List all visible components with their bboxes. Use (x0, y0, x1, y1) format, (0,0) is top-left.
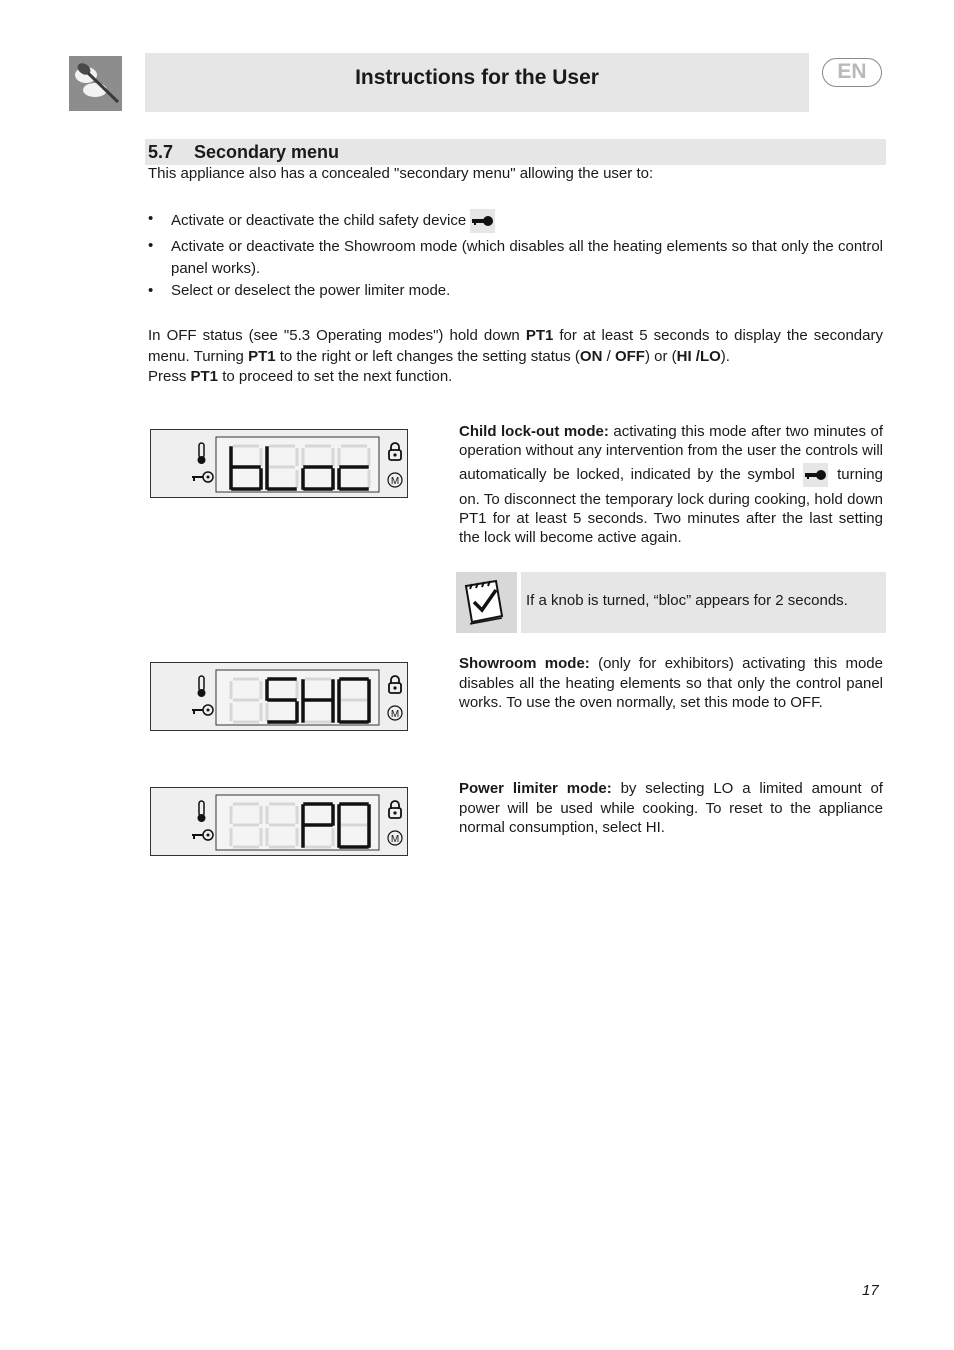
off-label: OFF (614, 347, 645, 365)
showroom-description (459, 654, 883, 713)
power-limiter-label: Power limiter mode: (459, 780, 612, 797)
key-icon (470, 209, 495, 233)
key-icon (192, 472, 213, 482)
child-lock-description (459, 422, 883, 547)
thermometer-icon (198, 676, 206, 697)
display-panel-bloc (150, 429, 408, 498)
child-lock-label: Child lock-out mode: (459, 423, 609, 440)
text-run: In OFF status (see "5.3 Operating modes") hold down (148, 327, 526, 344)
language-badge: EN (822, 58, 882, 87)
notepad-check-icon (456, 572, 521, 633)
key-icon (192, 705, 213, 715)
text-run: activating this mode after two minutes of operation without any intervention from the user the controls will automatically be locked, indicated by the symbol (459, 423, 883, 483)
menu-m-icon (388, 706, 402, 720)
power-limiter-description (459, 779, 883, 838)
bullet-marker: • (148, 210, 154, 227)
instructions-paragraph-2 (148, 367, 883, 388)
intro-text: This appliance also has a concealed "secondary menu" allowing the user to: (148, 165, 654, 182)
key-icon (192, 830, 213, 840)
text-run: by selecting LO a limited amount of power will be used while cooking. To reset to the appliance normal consumption, select HI. (459, 780, 883, 836)
hilo-label: HI /LO (676, 347, 721, 365)
text-run: to the right or left changes the setting status ( (275, 347, 580, 365)
text-run: to proceed to set the next function. (218, 368, 453, 385)
page-number: 17 (862, 1282, 879, 1299)
instructions-paragraph (148, 326, 883, 367)
padlock-icon (389, 676, 401, 693)
text-run: ). (720, 347, 730, 365)
key-icon (803, 463, 828, 487)
svg-text:M: M (390, 834, 400, 845)
section-number: 5.7 (148, 142, 174, 162)
bullet-item: Select or deselect the power limiter mode. (171, 282, 451, 299)
svg-text:M: M (390, 476, 400, 487)
padlock-icon (389, 801, 401, 818)
menu-m-icon (388, 473, 402, 487)
bullet-marker: • (148, 282, 154, 299)
text-run: turning on. To disconnect the temporary lock during cooking, hold down PT1 for at least 5 seconds. Two minutes after the last setting the lock will become active again. (459, 465, 883, 546)
text-run: Press (148, 368, 191, 385)
section-title: Secondary menu (194, 142, 340, 162)
menu-m-icon (388, 831, 402, 845)
bullet-item: Activate or deactivate the Showroom mode (which disables all the heating elements so that only the control panel works). (171, 238, 883, 277)
note-text: If a knob is turned, “bloc” appears for 2 seconds. (526, 592, 848, 609)
text-run: / (602, 347, 615, 365)
page-title: Instructions for the User (355, 66, 599, 89)
display-panel-showroom (150, 662, 408, 731)
thermometer-icon (198, 443, 206, 464)
display-panel-power (150, 787, 408, 856)
svg-text:M: M (390, 709, 400, 720)
section-heading (145, 139, 886, 165)
pt1-label: PT1 (525, 327, 554, 344)
pt1-label: PT1 (190, 368, 219, 385)
bullet-marker: • (148, 237, 154, 254)
bullet-item (171, 209, 885, 233)
showroom-label: Showroom mode: (459, 655, 590, 672)
brand-logo (69, 56, 122, 111)
text-run: ) or ( (644, 347, 677, 365)
text-run: (only for exhibitors) activating this mode disables all the heating elements so that only the control panel works. To use the oven normally, set this mode to OFF. (459, 655, 883, 711)
text-run: for at least 5 seconds to display the secondary menu. Turning (148, 327, 883, 365)
on-label: ON (579, 347, 603, 365)
chef-spoon-icon (69, 56, 122, 111)
pt1-label: PT1 (248, 347, 276, 365)
bullet-text: Activate or deactivate the child safety device (171, 211, 467, 229)
thermometer-icon (198, 801, 206, 822)
padlock-icon (389, 443, 401, 460)
note-box (456, 572, 886, 633)
header-bar (145, 53, 809, 112)
